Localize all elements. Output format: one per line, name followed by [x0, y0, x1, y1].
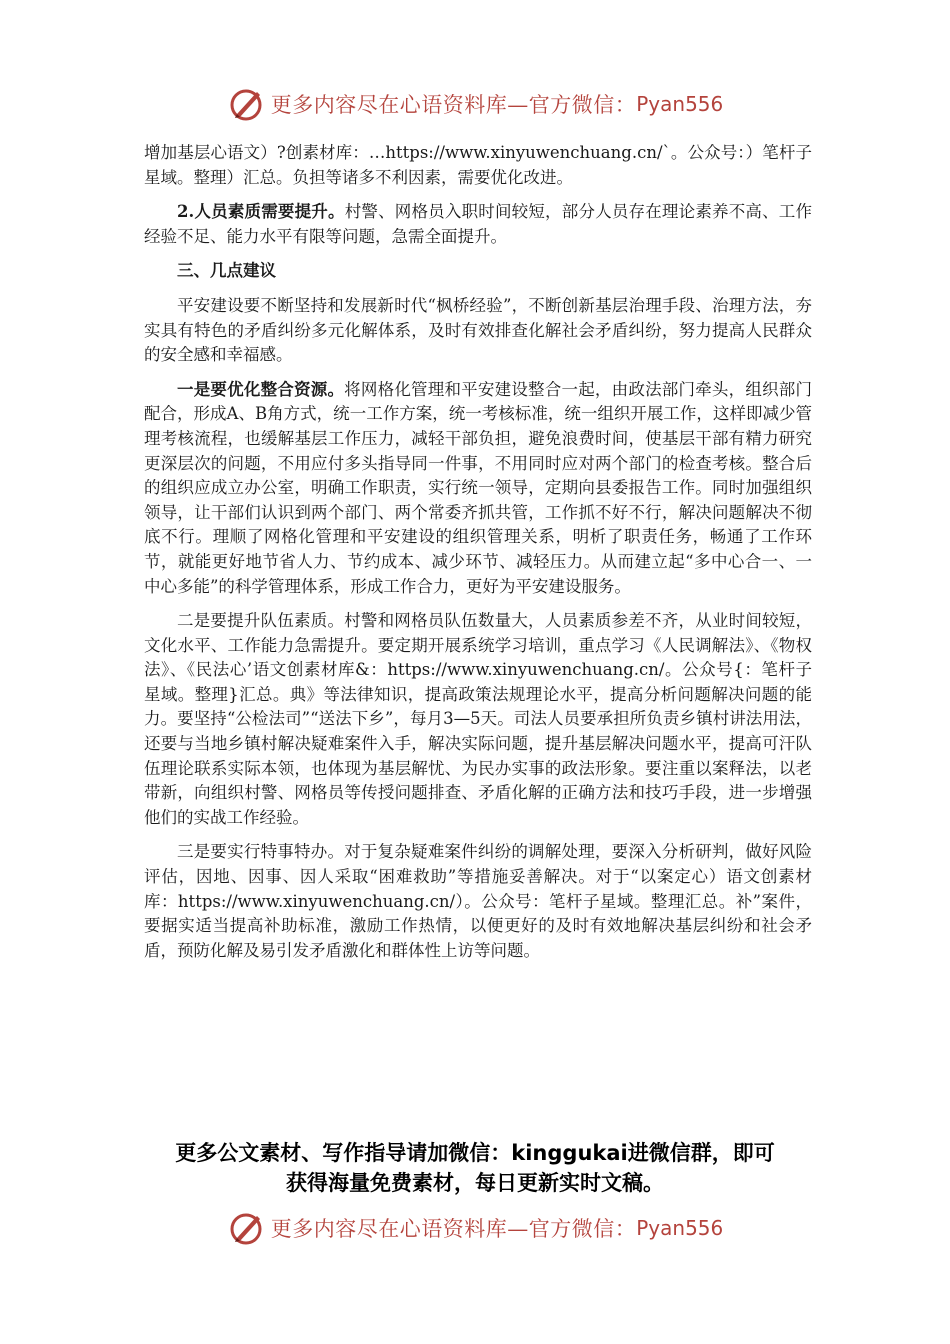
document-body	[144, 141, 812, 973]
banner-wechat-id: Pyan556	[636, 1216, 724, 1240]
paragraph-suggestion-3: 三是要实行特事特办。对于复杂疑难案件纠纷的调解处理，要深入分析研判，做好风险评估，因地、因事、因人采取“困难救助”等措施妥善解决。对于“以案定心）语文创素材库：https://www.xinyuwenchuang.cn/）。公众号：笔杆子星域。整理汇总。补”案件，要据实适当提高补助标准，激励工作热情，以便更好的及时有效地解决基层纠纷和社会矛盾，预防化解及易引发矛盾激化和群体性上访等问题。	[144, 842, 812, 960]
header-banner	[0, 82, 950, 126]
banner-text: 更多内容尽在心语资料库—官方微信：	[270, 93, 637, 117]
paragraph-lead: 一是要优化整合资源。	[177, 379, 345, 399]
paragraph-intro: 平安建设要不断坚持和发展新时代“枫桥经验”，不断创新基层治理手段、治理方法，夯实具有特色的矛盾纠纷多元化解体系，及时有效排查化解社会矛盾纠纷，努力提高人民群众的安全感和幸福感。	[144, 295, 812, 365]
paragraph-suggestion-2: 二是要提升队伍素质。村警和网格员队伍数量大，人员素质参差不齐，从业时间较短，文化水平、工作能力急需提升。要定期开展系统学习培训，重点学习《人民调解法》、《物权法》、《民法心’语文创素材库&：https://www.xinyuwenchuang.cn/。公众号{：笔杆子星域。整理}汇总。典》等法律知识，提高政策法规理论水平，提高分析问题解决问题的能力。要坚持“公检法司”“送法下乡”，每月3—5天。司法人员要承担所负责乡镇村讲法用法，还要与当地乡镇村解决疑难案件入手，解决实际问题，提升基层解决问题水平，提高可汗队伍理论联系实际本领，也体现为基层解忧、为民办实事的政法形象。要注重以案释法，以老带新，向组织村警、网格员等传授问题排查、矛盾化解的正确方法和技巧手段，进一步增强他们的实战工作经验。	[144, 611, 812, 827]
paragraph-continuation: 增加基层心语文）?创素材库：…https://www.xinyuwenchuang.cn/`。公众号：）笔杆子星域。整理）汇总。负担等诸多不利因素，需要优化改进。	[144, 143, 812, 187]
promo-line-1: 更多公文素材、写作指导请加微信：kinggukai进微信群，即可	[175, 1141, 775, 1165]
footer-banner	[0, 1206, 950, 1250]
paragraph-personnel-quality: 2.人员素质需要提升。村警、网格员入职时间较短，部分人员存在理论素养不高、工作经验不足、能力水平有限等问题，急需全面提升。	[144, 202, 813, 246]
banner-text: 更多内容尽在心语资料库—官方微信：	[270, 1217, 637, 1241]
pen-logo-icon	[227, 84, 267, 124]
promo-notice	[100, 1138, 850, 1198]
paragraph-lead: 2.人员素质需要提升。	[177, 202, 345, 222]
promo-line-2: 获得海量免费素材，每日更新实时文稿。	[286, 1171, 664, 1195]
pen-logo-icon	[227, 1208, 267, 1248]
paragraph-suggestion-1: 一是要优化整合资源。将网格化管理和平安建设整合一起，由政法部门牵头，组织部门配合，形成A、B角方式，统一工作方案，统一考核标准，统一组织开展工作，这样即减少管理考核流程，也缓解基层工作压力，减轻干部负担，避免浪费时间，使基层干部有精力研究更深层次的问题，不用应付多头指导同一件事，不用同时应对两个部门的检查考核。整合后的组织应成立办公室，明确工作职责，实行统一领导，定期向县委报告工作。同时加强组织领导，让干部们认识到两个部门、两个常委齐抓共管，工作抓不好不行，解决问题解决不彻底不行。理顺了网格化管理和平安建设的组织管理关系，明析了职责任务，畅通了工作环节，就能更好地节省人力、节约成本、减少环节、减轻压力。从而建立起“多中心合一、一中心多能”的科学管理体系，形成工作合力，更好为平安建设服务。	[144, 379, 813, 596]
banner-wechat-id: Pyan556	[636, 92, 724, 116]
section-heading: 三、几点建议	[177, 261, 276, 281]
